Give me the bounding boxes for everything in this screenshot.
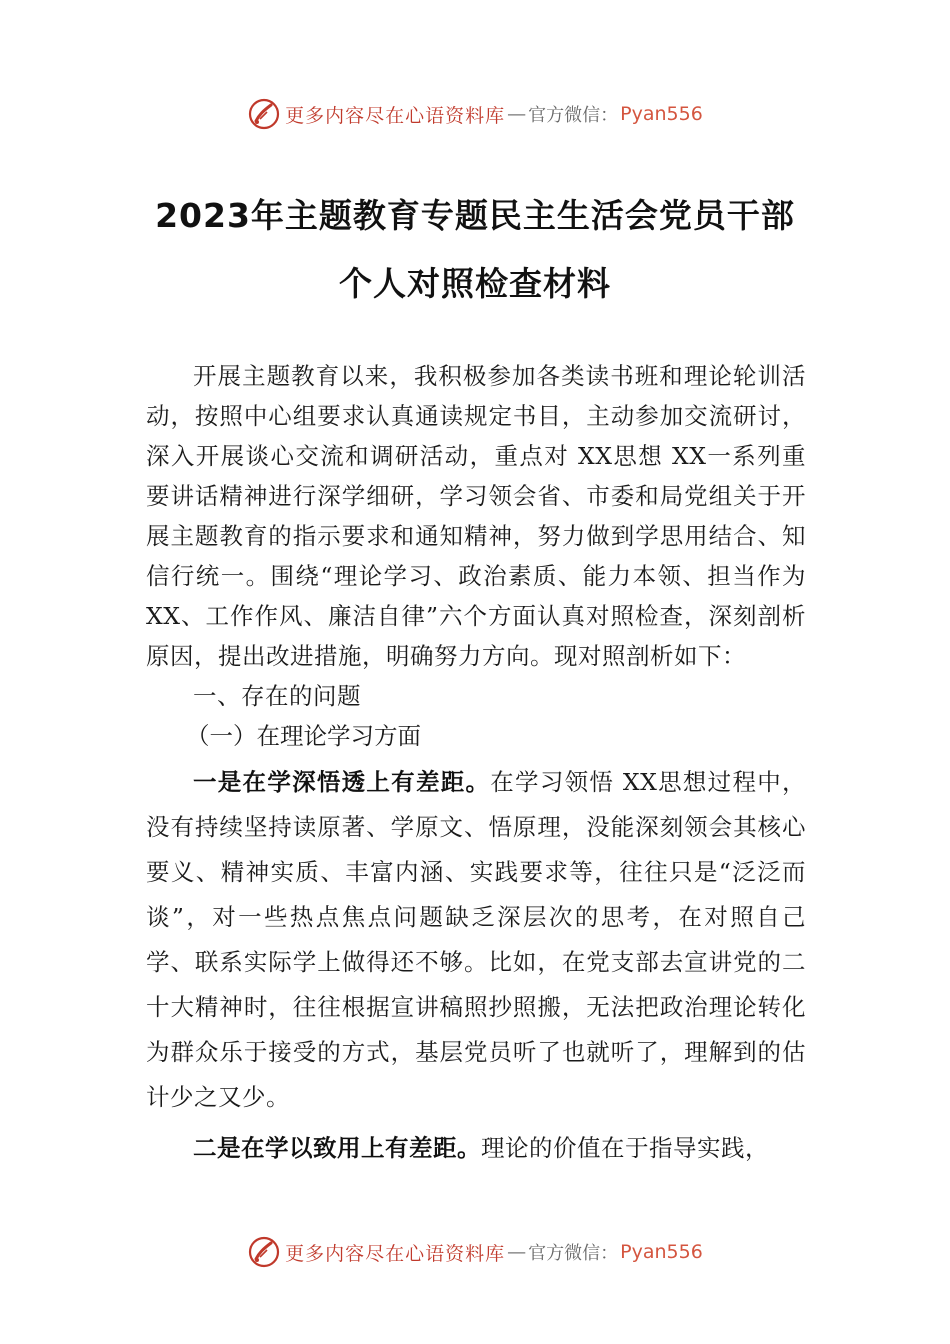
paragraph-2 [146, 1128, 806, 1168]
brush-logo-icon [247, 1235, 281, 1269]
banner-slogan: 更多内容尽在心语资料库 [285, 104, 506, 127]
banner-separator: — [507, 1241, 527, 1263]
document-title-line2: 个人对照检查材料 [339, 264, 611, 303]
header-banner [0, 94, 950, 134]
banner-separator: — [507, 103, 527, 125]
document-body [146, 356, 806, 1168]
brush-logo-icon [247, 97, 281, 131]
paragraph-1-lead: 一是在学深悟透上有差距。 [193, 768, 491, 796]
footer-banner [0, 1232, 950, 1272]
paragraph-1 [146, 760, 806, 1120]
intro-paragraph: 开展主题教育以来，我积极参加各类读书班和理论轮训活动，按照中心组要求认真通读规定书目，主动参加交流研讨，深入开展谈心交流和调研活动，重点对 XX思想 XX一系列重要讲话精神进行深学细研，学习领会省、市委和局党组关于开展主题教育的指示要求和通知精神，努力做到学思用结合、知信行统一。围绕“理论学习、政治素质、能力本领、担当作为 XX、工作作风、廉洁自律”六个方面认真对照检查，深刻剖析原因，提出改进措施，明确努力方向。现对照剖析如下： [146, 362, 806, 670]
paragraph-2-text: 理论的价值在于指导实践， [481, 1134, 769, 1162]
banner-wechat-id: Pyan556 [620, 1241, 703, 1263]
paragraph-2-lead: 二是在学以致用上有差距。 [193, 1134, 481, 1162]
section-heading: 一、存在的问题 [193, 682, 361, 710]
banner-wechat-label: 官方微信： [528, 1243, 619, 1264]
document-title-line1: 2023年主题教育专题民主生活会党员干部 [155, 196, 795, 235]
banner-slogan: 更多内容尽在心语资料库 [285, 1242, 506, 1265]
banner-wechat-label: 官方微信： [528, 105, 619, 126]
subsection-heading: （一）在理论学习方面 [186, 722, 421, 750]
banner-wechat-id: Pyan556 [620, 103, 703, 125]
paragraph-1-text: 在学习领悟 XX思想过程中，没有持续坚持读原著、学原文、悟原理，没能深刻领会其核心要义、精神实质、丰富内涵、实践要求等，往往只是“泛泛而谈”，对一些热点焦点问题缺乏深层次的思考，在对照自己学、联系实际学上做得还不够。比如，在党支部去宣讲党的二十大精神时，往往根据宣讲稿照抄照搬，无法把政治理论转化为群众乐于接受的方式，基层党员听了也就听了，理解到的估计少之又少。 [146, 768, 806, 1111]
